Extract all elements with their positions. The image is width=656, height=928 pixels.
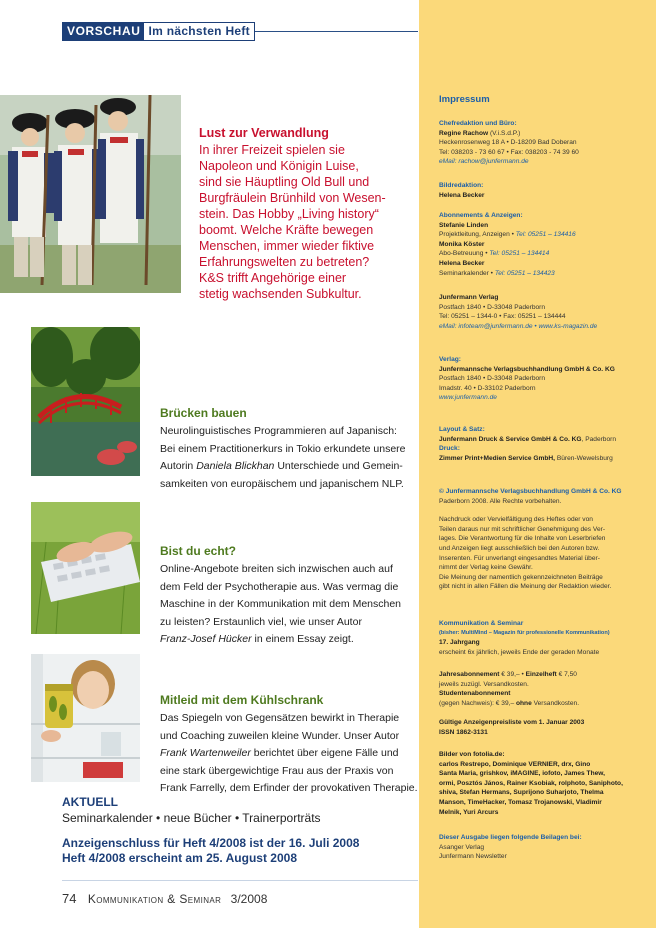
footer-rule (62, 880, 418, 881)
imp-verlag-website[interactable]: www.junfermann.de (439, 394, 497, 402)
imp-abo-role-2-phone: Tel: 05251 – 134414 (489, 250, 550, 258)
imp-beilagen-2: Junfermann Newsletter (439, 853, 507, 861)
imp-chefredaktion-name-a: Regine Rachow (439, 129, 489, 137)
author-daniela-blickhan: Daniela Blickhan (196, 460, 275, 472)
imp-pricelist (439, 718, 644, 737)
imp-pricelist-date: Gültige Anzeigenpreisliste vom 1. Januar 2003 (439, 719, 585, 726)
article-lust-text: In ihrer Freizeit spielen sie Napoleon und Königin Luise, sind sie Häuptling Old Bull und Burgfräulein Brünhild von Wesen- stein. Das Hobby „Living history“ boomt. Welche Kräfte bewegen Menschen, immer wieder fiktive Erfahrungswelten zu betreten? K&S trifft Angehörige einer stetig wachsenden Subkultur. (199, 143, 386, 301)
imp-copyright-text: Paderborn 2008. Alle Rechte vorbehalten. (439, 497, 562, 505)
bruecken-line-2: Bei einem Practitionerkurs in Tokio erkundete unsere (160, 442, 406, 455)
imp-beilagen-heading: Dieser Ausgabe liegen folgende Beilagen bei: (439, 834, 582, 841)
imp-magazine-heading: Kommunikation & Seminar (439, 620, 524, 627)
imp-abo-role-3 (439, 269, 644, 279)
article-echt-text (160, 561, 418, 649)
imp-druck-heading: Druck: (439, 445, 460, 453)
issue-number: 3/2008 (230, 892, 268, 906)
bruecken-line-3 (160, 458, 418, 476)
imp-issn: ISSN 1862-3131 (439, 728, 488, 736)
imp-copyright-p4: und Anzeigen liegt ausschließlich bei den Autoren bzw. (439, 544, 600, 552)
author-frank-wartenweiler: Frank Wartenweiler (160, 747, 251, 759)
imp-image-credits-6: Melnik, Yuri Arcurs (439, 808, 499, 816)
mitleid-line-2: und Coaching zuweilen kleine Wunder. Unser Autor (160, 729, 400, 742)
imp-abonnements (439, 211, 644, 278)
imp-bildredaktion-name: Helena Becker (439, 191, 485, 199)
echt-line-4: zu leisten? Erstaunlich viel, wie unser Autor (160, 615, 362, 628)
imp-pricing-student-label: Studentenabonnement (439, 690, 511, 698)
imp-bildredaktion-heading: Bildredaktion: (439, 182, 484, 189)
bruecken-line-3-c: Unterschiede und Gemein- (274, 460, 403, 472)
imp-pricing-annual-label: Jahresabonnement (439, 671, 500, 678)
imp-pricing-single-label: Einzelheft (525, 671, 557, 678)
imp-abo-name-3: Helena Becker (439, 259, 485, 267)
imp-layout-heading: Layout & Satz: (439, 426, 485, 433)
imp-chefredaktion-heading: Chefredaktion und Büro: (439, 120, 517, 127)
imp-abo-role-3-label: Seminarkalender • (439, 269, 495, 277)
imp-druck-company (439, 454, 644, 464)
imp-chefredaktion-phone: Tel: 038203 - 73 60 67 • Fax: 038203 - 74 39 60 (439, 148, 579, 156)
imp-layout-company-city: , Paderborn (581, 435, 617, 443)
imp-pricing-student-line (439, 699, 644, 709)
imp-chefredaktion-address: Heckenrosenweg 18 A • D-18209 Bad Doberan (439, 139, 577, 147)
imp-bildredaktion (439, 181, 644, 200)
imp-verlag-name: Junfermannsche Verlagsbuchhandlung GmbH & Co. KG (439, 365, 615, 373)
imp-copyright-p1: Nachdruck oder Vervielfältigung des Heftes oder von (439, 516, 593, 524)
article-lust-title: Lust zur Verwandlung (199, 126, 329, 140)
echt-line-5-b: in einem Essay zeigt. (251, 633, 354, 645)
imp-junfermann-verlag (439, 293, 644, 331)
imp-magazine-volume: 17. Jahrgang (439, 639, 480, 647)
imp-copyright-p3: lages. Die Verantwortung für die Inhalte von Leserbriefen (439, 535, 606, 543)
imp-verlag-address-2: Imadstr. 40 • D-33102 Paderborn (439, 384, 536, 392)
imp-magazine-subheading: (bisher: MultiMind – Magazin für professionelle Kommunikation) (439, 629, 610, 636)
imp-chefredaktion-email[interactable]: eMail: rachow@junfermann.de (439, 158, 529, 166)
imp-abo-role-2-label: Abo-Betreuung • (439, 250, 490, 258)
ad-deadline: Anzeigenschluss für Heft 4/2008 ist der 16. Juli 2008 (62, 836, 360, 850)
echt-line-5 (160, 631, 418, 649)
echt-line-2: dem Feld der Psychotherapie aus. Was vermag die (160, 580, 399, 593)
imp-image-credits-4: shiva, Stefan Hermans, Suprijono Suharjoto, Thelma (439, 789, 604, 797)
imp-abo-name-1: Stefanie Linden (439, 221, 489, 229)
echt-line-1: Online-Angebote breiten sich inzwischen auch auf (160, 563, 393, 575)
badge-vorschau: VORSCHAU (63, 23, 144, 40)
imp-pricing-student-a: (gegen Nachweis): € 39,– (439, 699, 516, 707)
imp-copyright-heading: © Junfermannsche Verlagsbuchhandlung GmbH & Co. KG (439, 488, 622, 495)
imp-abo-role-1-label: Projektleitung, Anzeigen • (439, 231, 516, 239)
imp-image-credits-5: Manson, TimeHacker, Tomasz Trojanowski, Vladimir (439, 798, 602, 806)
imp-copyright (439, 487, 644, 592)
keyboard-hands-photo (31, 502, 140, 634)
imp-junfermann-address: Postfach 1840 • D-33048 Paderborn (439, 303, 546, 311)
imp-verlag-heading: Verlag: (439, 356, 461, 363)
magazine-name: Kommunikation & Seminar (87, 892, 222, 906)
imp-pricing-student-c: Versandkosten. (531, 699, 580, 707)
bruecken-line-3-a: Autorin (160, 460, 197, 472)
fridge-woman-photo (31, 654, 140, 782)
imp-abo-name-2: Monika Köster (439, 240, 485, 248)
imp-druck-company-name: Zimmer Print+Medien Service GmbH, (439, 454, 555, 462)
imp-image-credits-heading: Bilder von fotolia.de: (439, 751, 505, 758)
author-franz-josef-huecker: Franz-Josef Hücker (160, 633, 252, 645)
imp-beilagen (439, 833, 644, 862)
imp-pricing-annual-value: € 39,– • (499, 671, 526, 678)
imp-abo-role-1 (439, 230, 644, 240)
imp-abo-role-3-phone: Tel: 05251 – 134423 (494, 269, 555, 277)
imp-abo-role-2 (439, 249, 644, 259)
article-mitleid-text (160, 710, 418, 798)
mitleid-line-3 (160, 745, 418, 763)
imp-chefredaktion (439, 119, 644, 167)
imp-image-credits-1: carlos Restrepo, Dominique VERNIER, drx, Gino (439, 760, 591, 768)
imp-pricing-single-value: € 7,50 (556, 671, 577, 678)
imp-junfermann-phone: Tel: 05251 – 1344-0 • Fax: 05251 – 134444 (439, 313, 566, 321)
aktuell-heading: AKTUELL (62, 795, 118, 809)
imp-copyright-p8: gibt nicht in allen Fällen die Meinung der Redaktion wieder. (439, 583, 612, 591)
mitleid-line-3-b: berichtet über eigene Fälle und (250, 747, 399, 759)
imp-pricing (439, 670, 644, 708)
soldiers-photo (0, 95, 181, 293)
imp-pricing-student-b: ohne (515, 699, 532, 707)
imp-beilagen-1: Asanger Verlag (439, 843, 485, 851)
imp-junfermann-email[interactable]: eMail: infoteam@junfermann.de • www.ks-magazin.de (439, 322, 598, 330)
imp-magazine-frequency: erscheint 6x jährlich, jeweils Ende der geraden Monate (439, 648, 600, 656)
imp-copyright-p7: Die Meinung der namentlich gekennzeichneten Beiträge (439, 573, 603, 581)
mitleid-line-5: Frank Farrelly, dem Erfinder der provokativen Therapie. (160, 782, 418, 794)
mitleid-line-1: Das Spiegeln von Gegensätzen bewirkt in Therapie (160, 712, 400, 724)
imp-layout-druck (439, 425, 644, 463)
imp-chefredaktion-name-b: (V.i.S.d.P.) (488, 129, 521, 137)
imp-layout-company-name: Junfermann Druck & Service GmbH & Co. KG (439, 435, 582, 443)
mitleid-line-4: eine stark übergewichtige Frau aus der Praxis von (160, 764, 394, 777)
next-issue-date: Heft 4/2008 erscheint am 25. August 2008 (62, 851, 297, 865)
page-number: 74 (62, 891, 77, 906)
echt-line-3: Maschine in der Kommunikation mit dem Menschen (160, 598, 402, 610)
bruecken-line-1: Neurolinguistisches Programmieren auf Japanisch: (160, 425, 397, 437)
imp-chefredaktion-name (439, 129, 644, 139)
imp-verlag (439, 355, 644, 403)
preview-badge (62, 22, 255, 41)
bruecken-line-4: samkeiten von europäischem und japanischem NLP. (160, 477, 404, 490)
imp-pricing-shipping: jeweils zuzügl. Versandkosten. (439, 680, 529, 688)
imp-copyright-p6: nimmt der Verlag keine Gewähr. (439, 564, 533, 572)
imp-copyright-p2: Teilen daraus nur mit schriftlicher Genehmigung des Ver- (439, 525, 606, 533)
imp-verlag-address-1: Postfach 1840 • D-33048 Paderborn (439, 375, 546, 383)
imp-copyright-p5: Inserenten. Für unverlangt eingesandtes Material über- (439, 554, 600, 562)
imp-abonnements-heading: Abonnements & Anzeigen: (439, 212, 523, 219)
aktuell-text: Seminarkalender • neue Bücher • Trainerporträts (62, 811, 321, 825)
imp-pricing-line-1 (439, 670, 644, 680)
badge-next-issue: Im nächsten Heft (144, 23, 254, 40)
imp-druck-company-city: Büren-Wewelsburg (554, 454, 613, 462)
imp-layout-company (439, 435, 644, 445)
imp-image-credits-2: Santa Maria, grishkov, iMAGINE, iofoto, James Thew, (439, 770, 605, 778)
impressum-title: Impressum (439, 94, 490, 105)
page-footer (62, 891, 267, 906)
imp-image-credits (439, 750, 644, 817)
article-echt-title: Bist du echt? (160, 544, 237, 558)
article-bruecken-title: Brücken bauen (160, 406, 247, 420)
imp-magazine-info (439, 619, 644, 657)
imp-junfermann-name: Junfermann Verlag (439, 294, 499, 301)
japanese-bridge-photo (31, 327, 140, 476)
imp-image-credits-3: ormi, Posztós János, Rainer Ksobiak, rolphoto, Saniphoto, (439, 779, 623, 787)
article-bruecken-text (160, 423, 418, 493)
article-mitleid-title: Mitleid mit dem Kühlschrank (160, 693, 324, 707)
imp-abo-role-1-phone: Tel: 05251 – 134416 (515, 231, 576, 239)
